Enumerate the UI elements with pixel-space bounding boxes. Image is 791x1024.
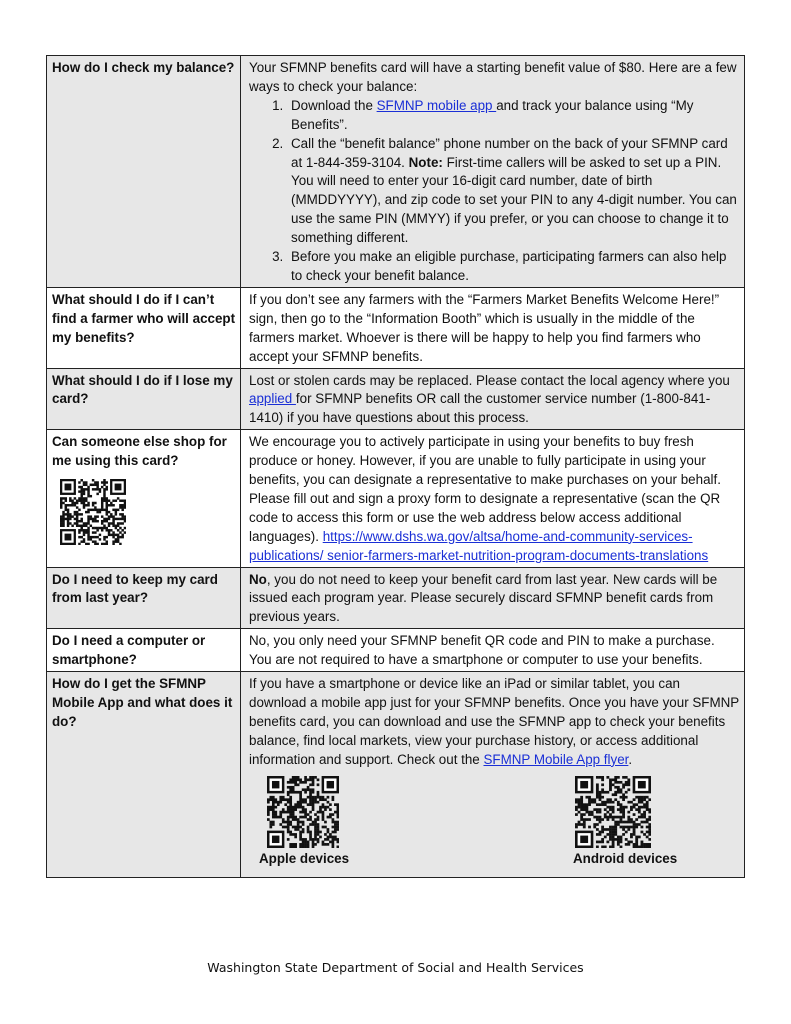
answer-text: We encourage you to actively participate in using your benefits to buy fresh produce or honey. However, if you are unable to fully participate in using your benefits, you can designate a representative to make purchases on your behalf. Please fill out and sign a proxy form to designate a representative (scan the QR code to access this form or use the web address below access additional languages). [249,434,721,544]
step-text: First-time callers will be asked to set up a PIN. You will need to enter your 16-digit card number, date of birth (MMDDYYYY), and zip code to set your PIN to any 4-digit number. You can use the same PIN (MMYY) if you prefer, or you can choose to change it to something different. [291,154,737,246]
proxy-form-qr-code[interactable] [60,479,236,545]
android-qr-block[interactable] [573,776,677,869]
step-text: Download the [291,97,377,113]
faq-row-balance [47,56,745,288]
step-text: Call the “benefit balance” phone number on the back of your SFMNP card at 1-844-359-3104. [291,135,728,170]
answer-cell: No, you only need your SFMNP benefit QR code and PIN to make a purchase. You are not required to have a smartphone or computer to use your benefits. [241,629,745,672]
faq-row-computer [47,629,745,672]
step-text: and track your balance using “My Benefits”. [291,97,694,132]
question-cell: Do I need to keep my card from last year? [47,567,241,629]
balance-steps [249,97,740,286]
question-cell: How do I get the SFMNP Mobile App and what does it do? [47,672,241,878]
qr-code-graphic [60,479,126,545]
faq-row-mobile-app [47,672,745,878]
android-qr-code [575,776,651,848]
apple-qr-code [267,776,339,848]
answer-cell [241,672,745,878]
answer-text: Lost or stolen cards may be replaced. Please contact the local agency where you [249,372,730,388]
android-caption: Android devices [573,850,678,866]
answer-cell: If you don’t see any farmers with the “Farmers Market Benefits Welcome Here!” sign, then go to the “Information Booth” which is usually in the middle of the farmers market. Whoever is there will be happy to help you find farmers who accept your SFMNP benefits. [241,287,745,368]
question-cell: Do I need a computer or smartphone? [47,629,241,672]
step-item [287,97,740,135]
apple-caption: Apple devices [259,850,350,866]
answer-cell [241,567,745,629]
app-qr-codes [249,776,740,876]
step-item: 3. Before you make an eligible purchase, participating farmers can also help to check your benefit balance. [287,248,740,286]
applied-link[interactable]: applied [249,391,296,407]
question-cell: What should I do if I lose my card? [47,368,241,430]
answer-text: . [628,751,633,767]
answer-cell [241,56,745,288]
question-cell: How do I check my balance? [47,56,241,288]
dshs-translations-link[interactable]: https://www.dshs.wa.gov/altsa/home-and-community-services-publications/ senior-farmers-market-nutrition-program-documents-translations [249,528,709,563]
answer-text: , you do not need to keep your benefit card from last year. New cards will be issued each program year. Please securely discard SFMNP benefit cards from previous years. [249,571,718,625]
question-cell [47,430,241,567]
answer-text: for SFMNP benefits OR call the customer service number (1-800-841-1410) if you have questions about this process. [249,391,711,426]
step-item [287,135,740,248]
faq-table [46,55,745,878]
sfmnp-mobile-app-link[interactable]: SFMNP mobile app [376,97,497,113]
faq-row-proxy [47,430,745,567]
question-cell: What should I do if I can’t find a farmer who will accept my benefits? [47,287,241,368]
faq-row-find-farmer [47,287,745,368]
answer-cell [241,368,745,430]
faq-row-lost-card [47,368,745,430]
answer-cell [241,430,745,567]
mobile-app-flyer-link[interactable]: SFMNP Mobile App flyer [483,751,629,767]
faq-row-last-year [47,567,745,629]
note-label: Note: [408,154,443,170]
apple-qr-block[interactable] [259,776,349,869]
answer-intro: Your SFMNP benefits card will have a starting benefit value of $80. Here are a few ways to check your balance: [249,60,737,94]
page-footer: Washington State Department of Social and Health Services [207,960,584,975]
answer-emphasis: No [249,571,267,587]
question-text: Can someone else shop for me using this card? [52,434,227,469]
answer-text: If you have a smartphone or device like an iPad or similar tablet, you can download a mobile app just for your SFMNP benefits. Once you have your SFMNP benefits card, you can download and use the SFMNP app to check your benefits balance, find local markets, view your purchase history, or access additional information and support. Check out the [249,676,739,767]
